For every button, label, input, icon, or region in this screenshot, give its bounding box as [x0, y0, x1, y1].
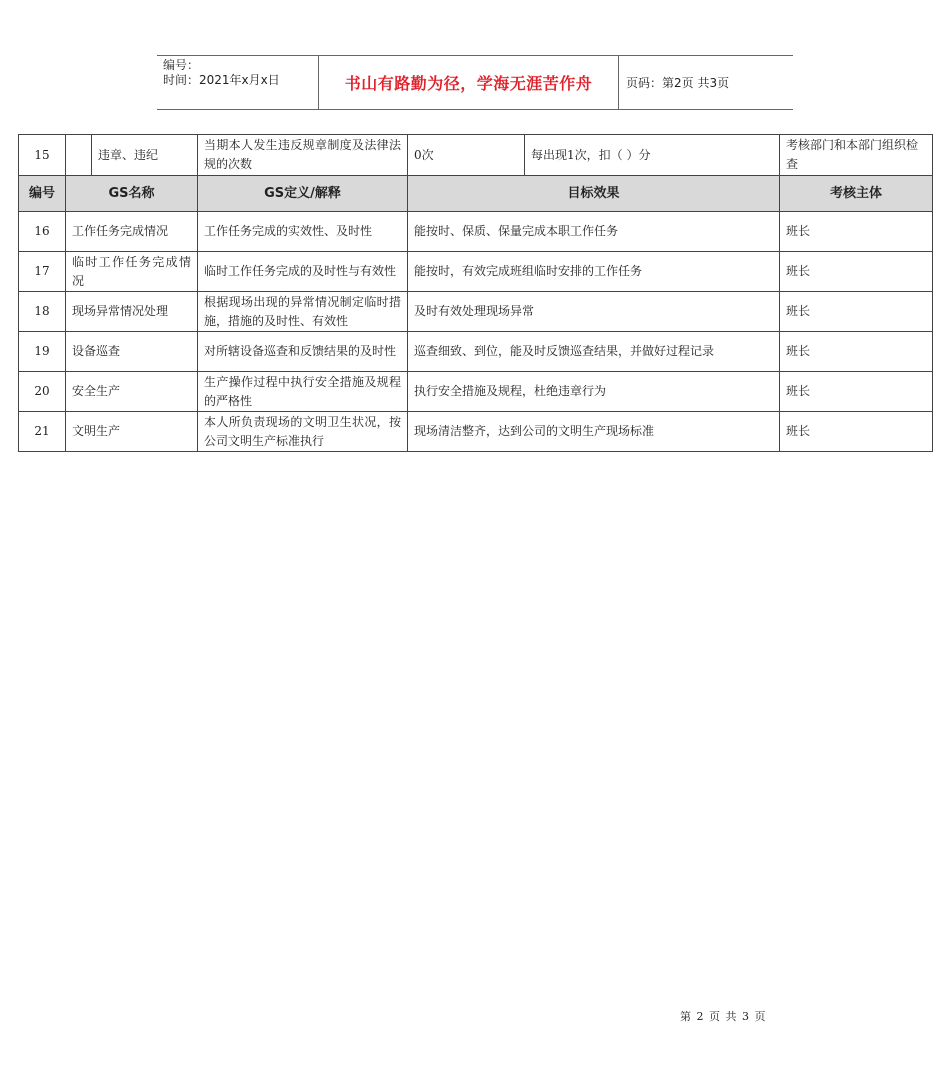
kpi-table	[18, 134, 933, 452]
assessment-owner: 班长	[780, 252, 933, 292]
page-footer: 第 2 页 共 3 页	[680, 1010, 767, 1023]
table-row	[19, 332, 933, 372]
row-number: 19	[19, 332, 66, 372]
row-number: 16	[19, 212, 66, 252]
gs-definition: 当期本人发生违反规章制度及法律法规的次数	[198, 135, 408, 176]
assessment-owner: 班长	[780, 332, 933, 372]
assessment-owner: 考核部门和本部门组织检查	[780, 135, 933, 176]
target-effect: 现场清洁整齐，达到公司的文明生产现场标准	[408, 412, 780, 452]
row-number: 17	[19, 252, 66, 292]
column-header-owner: 考核主体	[780, 176, 933, 212]
header-page-label: 页码：第2页 共3页	[626, 76, 730, 90]
gs-definition: 根据现场出现的异常情况制定临时措施，措施的及时性、有效性	[198, 292, 408, 332]
column-header-target: 目标效果	[408, 176, 780, 212]
gs-name: 违章、违纪	[92, 135, 198, 176]
document-time-label: 时间：2021年x月x日	[163, 73, 280, 87]
scoring-rule: 每出现1次，扣（ ）分	[525, 135, 780, 176]
row-number: 18	[19, 292, 66, 332]
empty-cell	[66, 135, 92, 176]
gs-name: 现场异常情况处理	[66, 292, 198, 332]
row-number: 15	[19, 135, 66, 176]
gs-definition: 工作任务完成的实效性、及时性	[198, 212, 408, 252]
column-header-number: 编号	[19, 176, 66, 212]
gs-definition: 临时工作任务完成的及时性与有效性	[198, 252, 408, 292]
document-number-label: 编号：	[163, 58, 200, 72]
row-number: 20	[19, 372, 66, 412]
target-effect: 及时有效处理现场异常	[408, 292, 780, 332]
table-header-row	[19, 176, 933, 212]
target-effect: 巡查细致、到位，能及时反馈巡查结果，并做好过程记录	[408, 332, 780, 372]
table-row	[19, 372, 933, 412]
target-value: 0次	[408, 135, 525, 176]
table-row	[19, 292, 933, 332]
table-row	[19, 212, 933, 252]
target-effect: 能按时、保质、保量完成本职工作任务	[408, 212, 780, 252]
gs-name: 安全生产	[66, 372, 198, 412]
table-row	[19, 135, 933, 176]
gs-name: 文明生产	[66, 412, 198, 452]
header-motto: 书山有路勤为径，学海无涯苦作舟	[319, 56, 619, 109]
gs-name: 临时工作任务完成情况	[66, 252, 198, 292]
gs-definition: 本人所负责现场的文明卫生状况，按公司文明生产标准执行	[198, 412, 408, 452]
column-header-gs-name: GS名称	[66, 176, 198, 212]
table-row	[19, 252, 933, 292]
row-number: 21	[19, 412, 66, 452]
assessment-owner: 班长	[780, 292, 933, 332]
table-row	[19, 412, 933, 452]
gs-definition: 对所辖设备巡查和反馈结果的及时性	[198, 332, 408, 372]
target-effect: 执行安全措施及规程，杜绝违章行为	[408, 372, 780, 412]
header-meta	[157, 56, 319, 109]
page-header	[157, 55, 793, 110]
gs-name: 工作任务完成情况	[66, 212, 198, 252]
gs-name: 设备巡查	[66, 332, 198, 372]
gs-definition: 生产操作过程中执行安全措施及规程的严格性	[198, 372, 408, 412]
column-header-gs-definition: GS定义/解释	[198, 176, 408, 212]
assessment-owner: 班长	[780, 212, 933, 252]
target-effect: 能按时，有效完成班组临时安排的工作任务	[408, 252, 780, 292]
assessment-owner: 班长	[780, 372, 933, 412]
assessment-owner: 班长	[780, 412, 933, 452]
